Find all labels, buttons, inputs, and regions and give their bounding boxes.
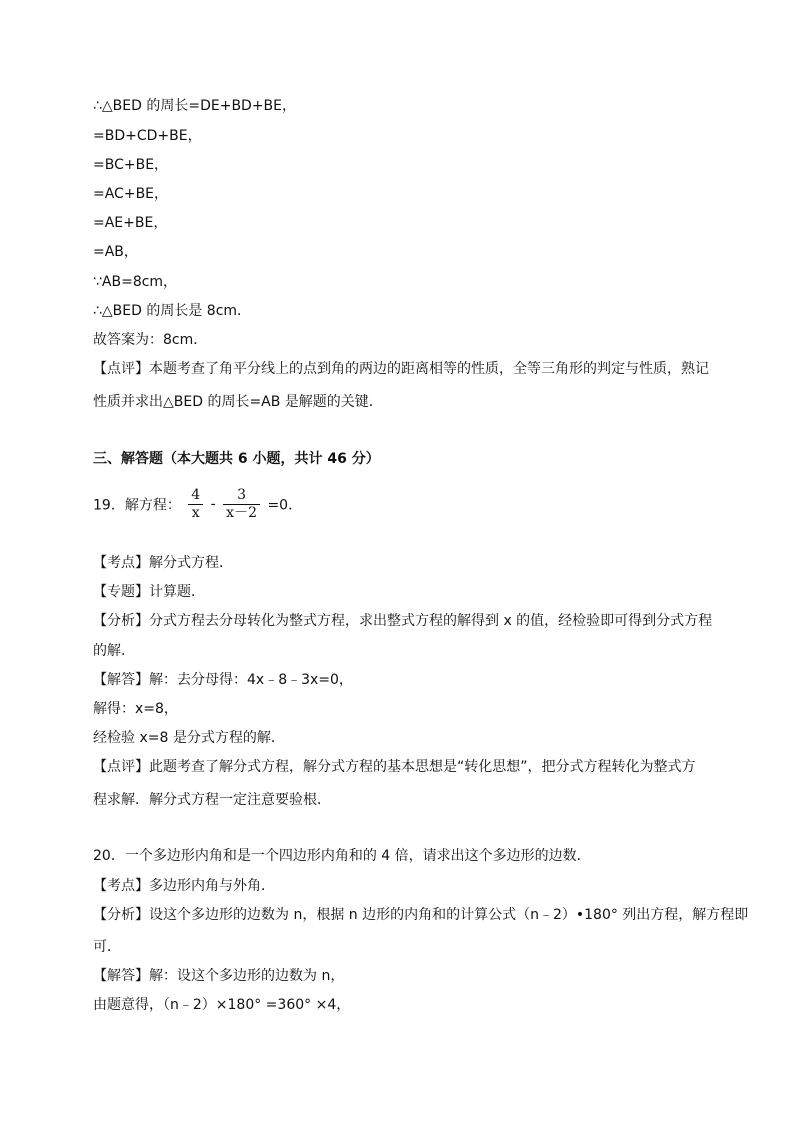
text-line: =BC+BE， — [93, 157, 169, 173]
minus-sign: - — [210, 496, 216, 513]
section-heading: 三、解答题（本大题共 6 小题，共计 46 分） — [93, 451, 380, 467]
fraction-denominator: x－2 — [226, 505, 257, 521]
text-line: 经检验 x=8 是分式方程的解． — [93, 730, 285, 746]
comment-line: 性质并求出△BED 的周长=AB 是解题的关键． — [93, 394, 383, 410]
text-line: =BD+CD+BE， — [93, 128, 202, 144]
text-line: =AE+BE， — [93, 215, 168, 231]
question-20-text: 20．一个多边形内角和是一个四边形内角和的 4 倍，请求出这个多边形的边数． — [93, 848, 591, 864]
question-19-equation — [93, 487, 302, 522]
text-line: 【考点】解分式方程． — [93, 555, 233, 571]
text-line: =AB， — [93, 244, 138, 260]
fraction-numerator: 4 — [188, 487, 203, 505]
text-line: ∴△BED 的周长是 8cm． — [93, 303, 252, 319]
equation-suffix: =0． — [267, 497, 303, 514]
text-line: 故答案为：8cm． — [93, 332, 208, 348]
text-line: 【解答】解：去分母得：4x﹣8﹣3x=0， — [93, 672, 353, 688]
comment-line: 程求解．解分式方程一定注意要验根． — [93, 792, 331, 808]
text-line: 【解答】解：设这个多边形的边数为 n， — [93, 968, 345, 984]
fraction-denominator: x — [191, 505, 200, 521]
fraction-4-over-x — [188, 487, 203, 522]
fraction-3-over-x-minus-2 — [223, 487, 260, 522]
text-line: 由题意得，（n﹣2）×180° =360° ×4， — [93, 997, 351, 1013]
text-line: 解得：x=8， — [93, 701, 178, 717]
comment-line: 【点评】本题考查了角平分线上的点到角的两边的距离相等的性质，全等三角形的判定与性质，熟记 — [93, 361, 709, 377]
text-line: 【考点】多边形内角与外角． — [93, 878, 275, 894]
question-prefix: 19．解方程： — [93, 497, 181, 514]
text-line: 【分析】设这个多边形的边数为 n，根据 n 边形的内角和的计算公式（n﹣2）•180° 列出方程，解方程即 — [93, 907, 749, 923]
text-line: 的解． — [93, 643, 135, 659]
text-line: =AC+BE， — [93, 186, 169, 202]
text-line: ∵AB=8cm， — [93, 274, 178, 290]
text-line: 可． — [93, 939, 121, 955]
fraction-numerator: 3 — [223, 487, 260, 505]
comment-line: 【点评】此题考查了解分式方程，解分式方程的基本思想是“转化思想”，把分式方程转化为整式方 — [93, 759, 696, 775]
text-line: 【专题】计算题． — [93, 584, 205, 600]
text-line: 【分析】分式方程去分母转化为整式方程，求出整式方程的解得到 x 的值，经检验即可得到分式方程 — [93, 613, 713, 629]
text-line: ∴△BED 的周长=DE+BD+BE， — [93, 98, 297, 114]
